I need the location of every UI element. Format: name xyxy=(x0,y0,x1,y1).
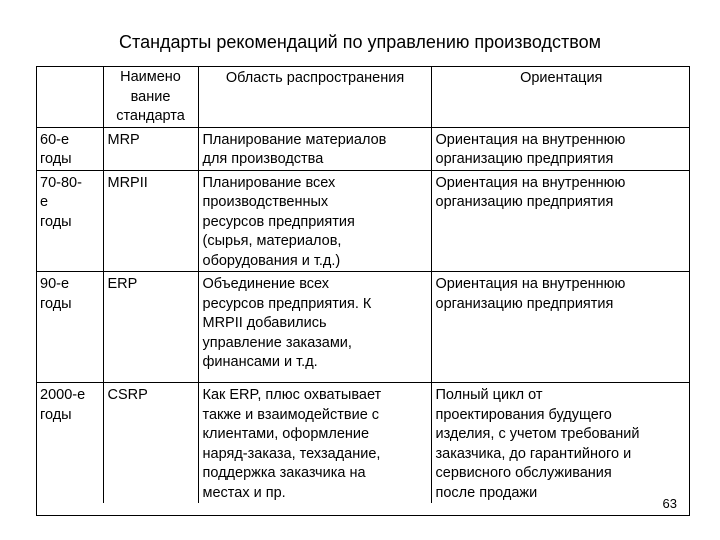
row-era: 2000-е годы xyxy=(36,383,103,504)
table-row xyxy=(36,272,690,383)
row-orientation: Полный цикл от проектирования будущего изделия, с учетом требований заказчика, до гарантийного и сервисного обслуживания после продажи xyxy=(431,383,690,504)
row-scope: Планирование всех производственных ресурсов предприятия (сырья, материалов, оборудования и т.д.) xyxy=(198,170,431,272)
row-orientation: Ориентация на внутреннюю организацию предприятия xyxy=(431,127,690,170)
row-standard: MRP xyxy=(103,127,198,170)
table-row xyxy=(36,127,690,170)
row-orientation: Ориентация на внутреннюю организацию предприятия xyxy=(431,272,690,383)
table-row xyxy=(36,170,690,272)
row-standard: ERP xyxy=(103,272,198,383)
standards-table xyxy=(36,66,690,503)
header-era xyxy=(36,66,103,127)
page-number: 63 xyxy=(662,496,677,511)
row-scope: Как ERP, плюс охватывает также и взаимодействие с клиентами, оформление наряд-заказа, техзадание, поддержка заказчика на местах и пр. xyxy=(198,383,431,504)
row-standard: CSRP xyxy=(103,383,198,504)
row-era: 70-80- е годы xyxy=(36,170,103,272)
row-scope: Объединение всех ресурсов предприятия. К MRPII добавились управление заказами, финансами и т.д. xyxy=(198,272,431,383)
row-era: 90-е годы xyxy=(36,272,103,383)
row-orientation: Ориентация на внутреннюю организацию предприятия xyxy=(431,170,690,272)
row-era: 60-е годы xyxy=(36,127,103,170)
row-scope: Планирование материалов для производства xyxy=(198,127,431,170)
header-scope: Область распространения xyxy=(198,66,431,127)
header-orientation: Ориентация xyxy=(431,66,690,127)
row-standard: MRPII xyxy=(103,170,198,272)
slide-title: Стандарты рекомендаций по управлению производством xyxy=(119,32,601,52)
table-header-row xyxy=(36,66,690,127)
header-standard-name: Наимено вание стандарта xyxy=(103,66,198,127)
table-row xyxy=(36,383,690,504)
